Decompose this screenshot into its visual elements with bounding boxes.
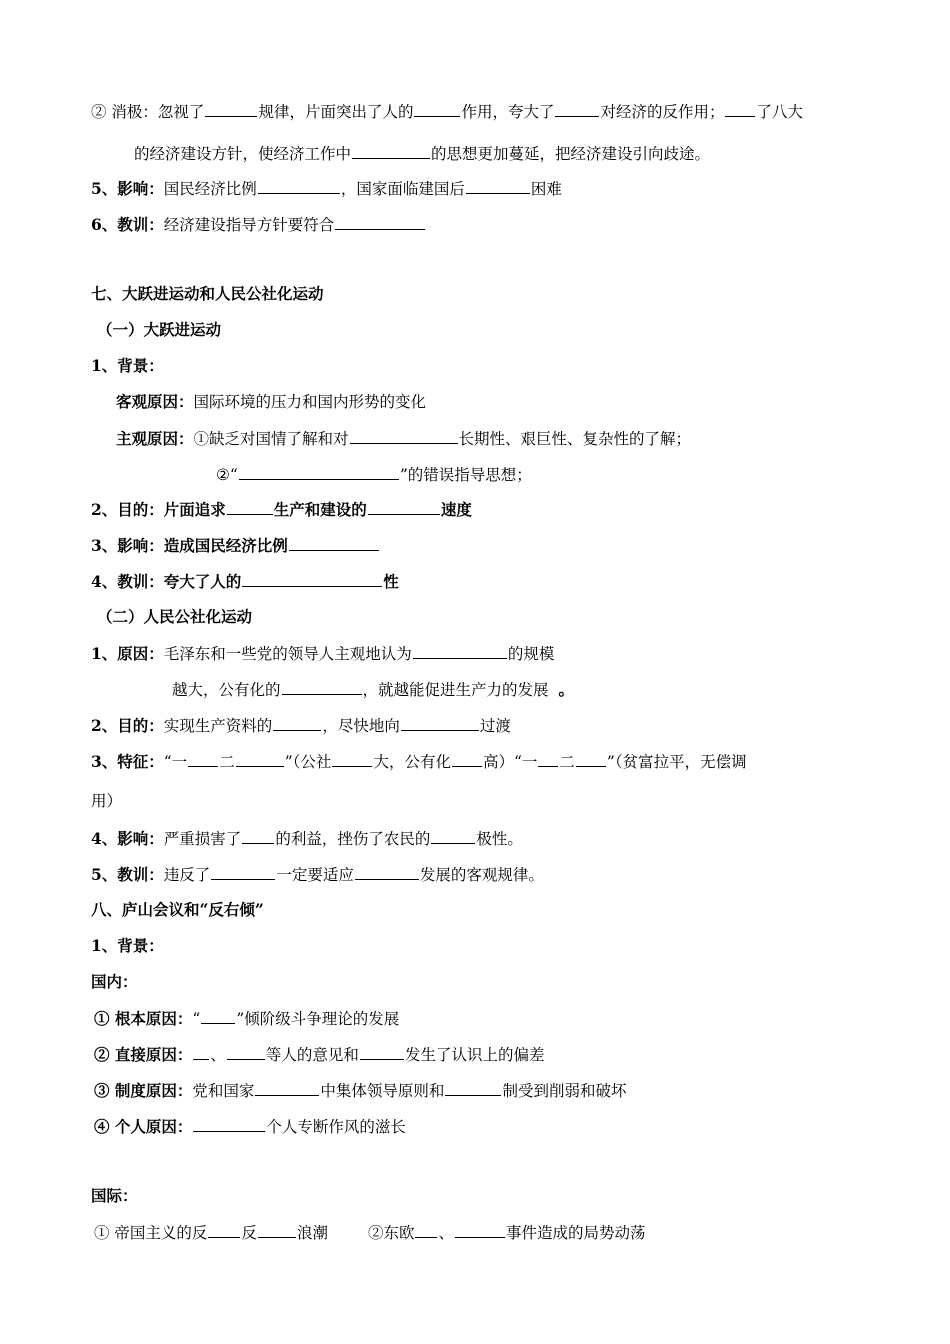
line-system-cause: ③ 制度原因：党和国家 中集体领导原则和 制受到削弱和破坏 xyxy=(94,1078,890,1102)
fill-blank[interactable] xyxy=(431,826,475,844)
fill-blank[interactable] xyxy=(236,749,284,767)
section-heading-8: 八、庐山会议和“反右倾” xyxy=(91,900,264,919)
fill-blank[interactable] xyxy=(332,749,372,767)
heading-background-2: 1、背景： xyxy=(91,936,164,955)
line-purpose: 2、目的：片面追求 生产和建设的 速度 xyxy=(91,497,890,521)
line-features-cont: 用） xyxy=(91,792,123,810)
fill-blank[interactable] xyxy=(188,749,218,767)
fill-blank[interactable] xyxy=(355,862,419,880)
fill-blank[interactable] xyxy=(415,1220,437,1238)
fill-blank[interactable] xyxy=(201,1006,235,1024)
section-heading-7: 七、大跃进运动和人民公社化运动 xyxy=(91,284,324,303)
fill-blank[interactable] xyxy=(466,176,530,194)
subsection-heading-2: （二）人民公社化运动 xyxy=(97,607,253,626)
fill-blank[interactable] xyxy=(227,497,273,515)
fill-blank[interactable] xyxy=(414,99,460,117)
fill-blank[interactable] xyxy=(282,677,362,695)
heading-domestic: 国内： xyxy=(91,972,138,991)
line-lesson-3: 5、教训：违反了 一定要适应 发展的客观规律。 xyxy=(91,862,890,886)
fill-blank[interactable] xyxy=(368,497,440,515)
line-impact: 5、影响：国民经济比例 ，国家面临建国后 困难 xyxy=(91,176,890,200)
fill-blank[interactable] xyxy=(193,1042,209,1060)
line-lesson: 6、教训：经济建设指导方针要符合 xyxy=(91,212,890,236)
fill-blank[interactable] xyxy=(350,426,458,444)
fill-blank[interactable] xyxy=(445,1078,501,1096)
fill-blank[interactable] xyxy=(335,212,425,230)
line-reason: 1、原因：毛泽东和一些党的领导人主观地认为 的规模 xyxy=(91,641,890,665)
line-personal-cause: ④ 个人原因： 个人专断作风的滋长 xyxy=(94,1114,890,1138)
fill-blank[interactable] xyxy=(289,533,379,551)
fill-blank[interactable] xyxy=(227,1042,265,1060)
line-lesson-2: 4、教训：夸大了人的 性 xyxy=(91,569,890,593)
fill-blank[interactable] xyxy=(360,1042,404,1060)
line-impact-3: 4、影响：严重损害了 的利益，挫伤了农民的 极性。 xyxy=(91,826,890,850)
line-features: 3、特征：“一 二 ”（公社 大，公有化 高）“一 二 ”（贫富拉平，无偿调 xyxy=(91,749,890,773)
line-root-cause: ① 根本原因：“ ”倾阶级斗争理论的发展 xyxy=(94,1006,890,1030)
line-subjective-reason: 主观原因：①缺乏对国情了解和对 长期性、艰巨性、复杂性的了解； xyxy=(116,426,890,450)
line-impact-2: 3、影响：造成国民经济比例 xyxy=(91,533,890,557)
line-international: ① 帝国主义的反 反 浪潮 ②东欧 、 事件造成的局势动荡 xyxy=(94,1220,890,1244)
line-reason-cont: 越大，公有化的 ，就越能促进生产力的发展 。 xyxy=(172,677,890,701)
fill-blank[interactable] xyxy=(538,749,558,767)
fill-blank[interactable] xyxy=(211,862,275,880)
fill-blank[interactable] xyxy=(242,569,382,587)
fill-blank[interactable] xyxy=(725,99,755,117)
subsection-heading-1: （一）大跃进运动 xyxy=(97,320,222,339)
fill-blank[interactable] xyxy=(273,713,321,731)
heading-background: 1、背景： xyxy=(91,356,164,375)
fill-blank[interactable] xyxy=(452,749,482,767)
heading-international: 国际： xyxy=(91,1186,138,1205)
fill-blank[interactable] xyxy=(239,462,399,480)
fill-blank[interactable] xyxy=(255,1078,319,1096)
line-subjective-reason-2: ②“ ”的错误指导思想； xyxy=(216,462,890,486)
fill-blank[interactable] xyxy=(258,176,340,194)
fill-blank[interactable] xyxy=(205,99,257,117)
fill-blank[interactable] xyxy=(555,99,599,117)
fill-blank[interactable] xyxy=(242,826,274,844)
fill-blank[interactable] xyxy=(208,1220,240,1238)
line-negative-cont: 的经济建设方针，使经济工作中 的思想更加蔓延，把经济建设引向歧途。 xyxy=(134,141,890,165)
fill-blank[interactable] xyxy=(576,749,606,767)
line-objective-reason: 客观原因：国际环境的压力和国内形势的变化 xyxy=(116,392,427,411)
fill-blank[interactable] xyxy=(258,1220,296,1238)
fill-blank[interactable] xyxy=(193,1114,265,1132)
fill-blank[interactable] xyxy=(401,713,479,731)
fill-blank[interactable] xyxy=(455,1220,505,1238)
fill-blank[interactable] xyxy=(352,141,430,159)
line-purpose-2: 2、目的：实现生产资料的 ，尽快地向 过渡 xyxy=(91,713,890,737)
line-negative: ② 消极：忽视了 规律，片面突出了人的 作用，夸大了 对经济的反作用； 了八大 xyxy=(91,99,890,123)
line-direct-cause: ② 直接原因： 、 等人的意见和 发生了认识上的偏差 xyxy=(94,1042,890,1066)
fill-blank[interactable] xyxy=(413,641,507,659)
